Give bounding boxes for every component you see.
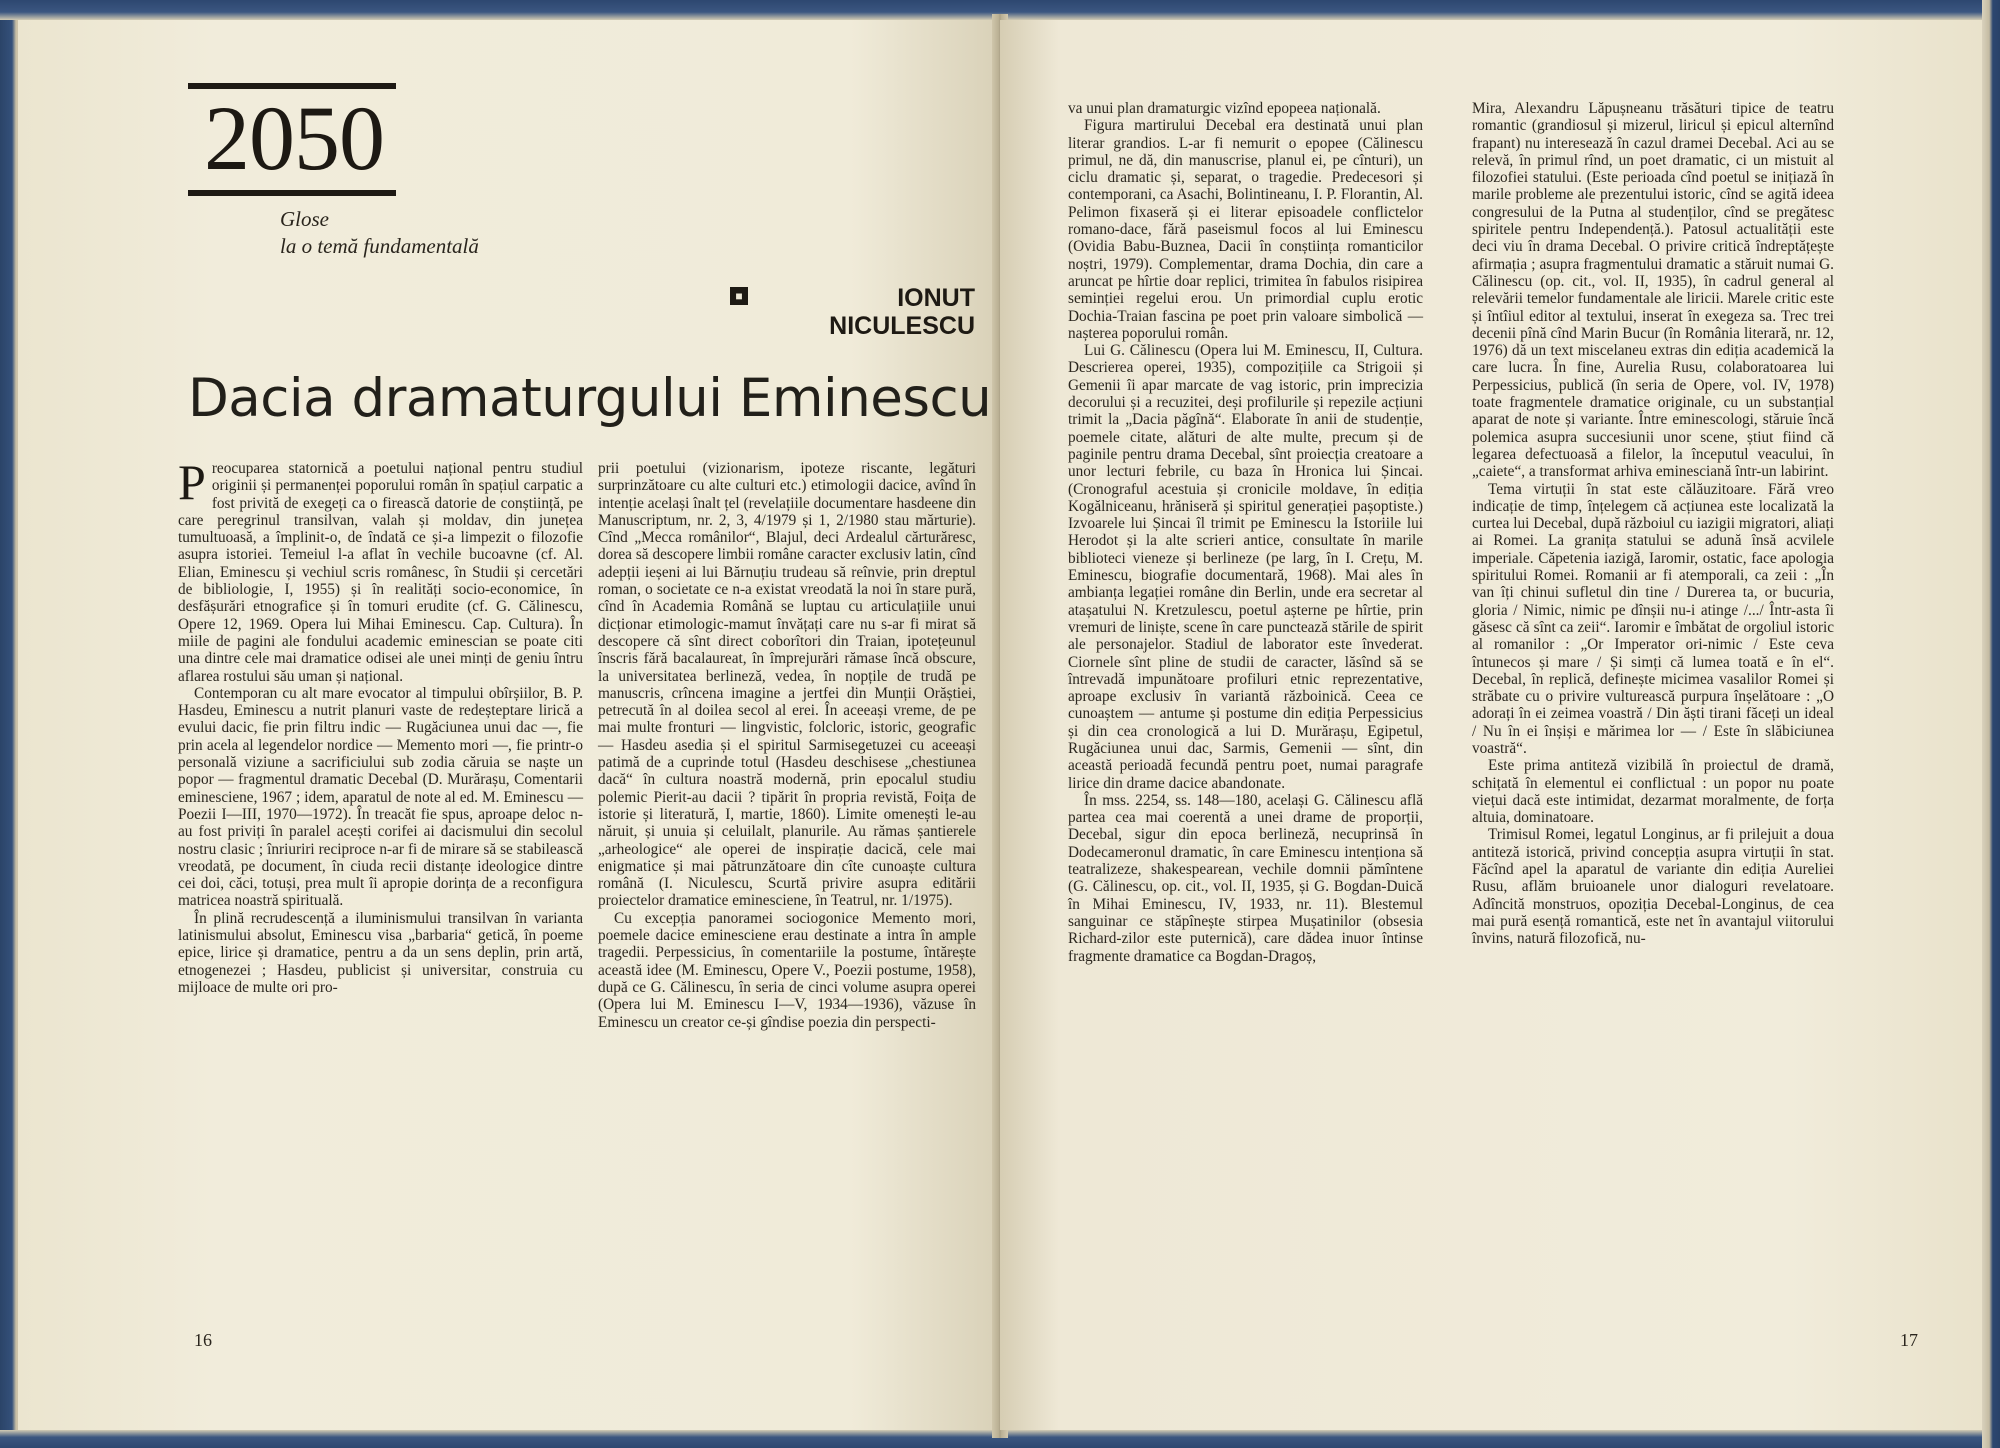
left-page	[18, 20, 998, 1430]
paragraph: Figura martirului Decebal era destinată unui plan literar grandios. L-ar fi nemurit o epopee (Călinescu primul, ne dă, din manuscrise, planul ei, pe cînturi), un ciclu dramatic și, separat, o tragedie. Predecesori și contemporani, ca Asachi, Bolintineanu, I. P. Florantin, Al. Pelimon fixaseră și ei literar episoadele conflictelor romano-dace, fără paseismul focos al lui Eminescu (Ovidia Babu-Buznea, Dacii în conștiința romanticilor noștri, 1979). Complementar, drama Dochia, din care a aruncat pe hîrtie doar replici, trimitea în fabulos risipirea seminției regelui erou. Un primordial cuplu erotic Dochia-Traian fascina pe poet prin valoare simbolică — nașterea poporului român.	[1068, 117, 1423, 342]
series-subtitle	[280, 206, 540, 260]
text-column-1	[178, 454, 583, 996]
article-title: Dacia dramaturgului Eminescu	[188, 368, 992, 429]
paragraph: Lui G. Călinescu (Opera lui M. Eminescu, II, Cultura. Descrierea operei, 1935), compozițiile ca Strigoii și Gemenii îi apar marcate de vag istoric, prin imprecizia decorului și a recuzitei, deși profilurile și repezile acțiuni trimit la „Dacia păgînă“. Elaborate în anii de studenție, poemele citate, alături de alte multe, precum și de paginile pentru drama Decebal, sînt proiecția creatoare a unor lecturi febrile, cu baza în Hronica lui Șincai. (Cronograful acestuia și cronicile moldave, în ediția Kogălniceanu, hrăniseră și spiritul generației pașoptiste.) Izvoarele lui Șincai îl trimit pe Eminescu la Istoriile lui Herodot și la alte scrieri antice, consultate în marile biblioteci vieneze și berlineze (pe larg, în I. Crețu, M. Eminescu, biografie documentară, 1968). Mai ales în ambianța legației române din Berlin, unde era secretar al atașatului N. Kretzulescu, poetul așterne pe hîrtie, prin vremuri de liniște, scene în care punctează stările de spirit ale personajelor. Stadiul de laborator este învederat. Ciornele sînt pline de studii de caracter, lăsînd să se întrevadă impunătoare profiluri etnic reprezentative, aproape exclusiv în variantă războinică. Ceea ce cunoaștem — antume și postume din ediția Perpessicius și din cea cronologică a lui D. Murărașu, Egipetul, Rugăciunea unui dac, Sarmis, Gemenii — sînt, din această perioadă fecundă pentru poet, numai paragrafe lirice din drame dacice abandonate.	[1068, 342, 1423, 792]
year-rule-bottom	[188, 190, 396, 196]
author-last-name: NICULESCU	[829, 312, 975, 340]
text-column-2	[598, 460, 976, 1031]
text-column-3	[1068, 100, 1423, 965]
paragraph-text: reocuparea statornică a poetului național pentru studiul originii și permanenței poporului român în spațiul carpatic a fost privită de exegeți ca o firească datorie de conștiință, pe care peregrinul transilvan, valah și moldav, din junețea tumultuoasă, a împlinit-o, de îndată ce și-a limpezit o filozofie asupra istoriei. Temeiul l-a aflat în vechile bucoavne (cf. Al. Elian, Eminescu și vechiul scris românesc, în Studii și cercetări de bibliologie, I, 1955) și în realități socio-economice, în desfășurări etnografice și în tomuri erudite (cf. G. Călinescu, Opere 12, 1969. Opera lui Mihai Eminescu. Cap. Cultura). În miile de pagini ale fondului academic eminescian se poate citi una dintre cele mai dramatice odisei ale unei minți de geniu întru aflarea rostului său uman și național.	[178, 460, 583, 685]
paragraph: prii poetului (vizionarism, ipoteze riscante, legături surprinzătoare cu alte culturi etc.) etimologii dacice, avînd în intenție același înalt țel (revelațiile documentare hasdeene din Manuscriptum, nr. 2, 3, 4/1979 și 1, 2/1980 stau mărturie). Cînd „Mecca românilor“, Blajul, deci Ardealul cărturăresc, dorea să descopere limbii române caracter exclusiv latin, cînd adepții ieșeni ai lui Bărnuțiu trudeau să reînvie, prin dreptul roman, o societate ce n-a existat vreodată la noi în stare pură, cînd în Academia Română se luptau cu articulațiile unui dicționar etimologic-mamut învățați care nu s-ar fi mirat să descopere că sînt direct coborîtori din Traian, ipotețeunul înscris fără bacalaureat, în împrejurări rămase încă obscure, la universitatea berlineză, vedea, în nopțile de trudă pe manuscris, crîncena imagine a jertfei din Munții Orăștiei, petrecută în al doilea secol al erei. În aceeași vreme, de pe mai multe fronturi — lingvistic, folcloric, istoric, geografic — Hasdeu asedia și el spiritul Sarmisegetuzei cu aceeași patimă de a cuprinde totul (Hasdeu deschisese „chestiunea dacă“ în cultura noastră modernă, prin epocalul studiu polemic Pierit-au dacii ? tipărit în propria revistă, Foița de istorie și literatură, I, martie, 1860). Limite omenești le-au năruit, și unuia și celuilalt, planurile. Au rămas șantierele „arheologice“ ale operei de inspirație dacică, cele mai enigmatice și mai pătrunzătoare din cîte cunoaște cultura română (I. Niculescu, Scurtă privire asupra editării proiectelor dramatice eminesciene, în Teatrul, nr. 1/1975).	[598, 460, 976, 910]
paragraph: Tema virtuții în stat este călăuzitoare. Fără vreo indicație de timp, înțelegem că acțiunea este localizată la curtea lui Decebal, după războiul cu iazigii migratori, aliați ai Romei. La granița statului se adună însă acvilele imperiale. Căpetenia iazigă, Iaromir, ostatic, face apologia spiritului Romei. Romanii ar fi atemporali, ca zeii : „În van îți chinui sufletul din tine / Durerea ta, or bucuria, gloria / Nimic, nimic pe dînșii nu-i atinge /.../ Într-asta îi găsesc că sînt ca zeii“. Iaromir e îmbătat de orgoliul istoric al romanilor : „Or Imperator ori-nimic / Este ceva întunecos și mare / Și simți că lumea toată e în el“. Decebal, în replică, definește micimea vasalilor Romei și străbate cu o privire vulturească purpura înșelătoare : „O adorați în ei zeimea voastră / Din ăști tirani făceți un ideal / Nu în ei înșiși e mărimea lor — / Este în slăbiciunea voastră“.	[1472, 480, 1834, 757]
paragraph: Cu excepția panoramei sociogonice Memento mori, poemele dacice eminesciene erau destinate a intra în ample tragedii. Perpessicius, în comentariile la postume, întărește această idee (M. Eminescu, Opere V., Poezii postume, 1958), după ce G. Călinescu, în seria de cinci volume asupra operei (Opera lui M. Eminescu I—V, 1934—1936), văzuse în Eminescu un creator ce-și gîndise poezia din perspecti-	[598, 909, 976, 1031]
series-year: 2050	[204, 87, 384, 189]
paragraph	[178, 454, 583, 685]
paragraph: În plină recrudescență a iluminismului transilvan în varianta latinismului absolut, Eminescu visa „barbaria“ getică, în poeme epice, lirice și dramatice, pentru a da un sens deplin, prin artă, etnogenezei ; Hasdeu, publicist și universitar, construia cu mijloace de multe ori pro-	[178, 909, 583, 996]
paragraph: În mss. 2254, ss. 148—180, același G. Călinescu află partea cea mai coerentă a unei drame de proporții, Decebal, sigur din epoca berlineză, necuprinsă în Dodecameronul dramatic, în care Eminescu intenționa să teatralizeze, shakespearean, vechile domnii pămîntene (G. Călinescu, op. cit., vol. II, 1935, și G. Bogdan-Duică în Mihai Eminescu, IV, 1933, nr. 11). Blestemul sanguinar ce stăpînește stirpea Mușatinilor (obsesia Richard-zilor este puternică), care dădea inuor întinse fragmente dramatice ca Bogdan-Dragoș,	[1068, 791, 1423, 965]
drop-cap: P	[178, 454, 206, 510]
paragraph: Trimisul Romei, legatul Longinus, ar fi prilejuit a doua antiteză istorică, privind concepția asupra virtuții în stat. Făcînd apel la aparatul de variante din ediția Aureliei Rusu, aflăm bruioanele unor dialoguri revelatoare. Adîncită monstruos, opoziția Decebal-Longinus, de cea mai pură esență romantică, este net în avantajul viitorului învins, natură filozofică, nu-	[1472, 826, 1834, 948]
paragraph: Mira, Alexandru Lăpușneanu trăsături tipice de teatru romantic (grandiosul și mizerul, liricul și epicul alternînd frapant) nu interesează în cazul dramei Decebal. Aci au se relevă, în primul rînd, un poet dramatic, ci un mistuit al filozofiei statului. (Este perioada cînd poetul se inițiază în marile probleme ale prezentului istoric, cînd se agită ideea congresului de la Putna al studenților, cînd se pregătesc spiritele pentru Independență.). Patosul actualității este deci viu în drama Decebal. O privire critică îndreptățește afirmația ; asupra fragmentului dramatic a stăruit numai G. Călinescu (op. cit., vol. II, 1935), în cadrul general al relevării temelor fundamentale ale liricii. Marele critic este și întîiul editor al textului, inserat în exegeza sa. Trec trei decenii pînă cînd Marin Bucur (în România literară, nr. 12, 1976) dă un text miscelaneu extras din ediția academică la care lucra. În fine, Aurelia Rusu, colaboratoarea lui Perpessicius, publică (în seria de Opere, vol. IV, 1978) toate fragmentele dramatice originale, cu un substanțial aparat de note și variante. Între eminescologi, stăruie încă polemica asupra succesiunii unor scene, știut fiind că legarea defectuoasă a filelor, la începutul veacului, în „caiete“, a transformat arhiva eminesciană într-un labirint.	[1472, 100, 1834, 481]
author-first-name: IONUT	[897, 284, 975, 312]
text-column-4	[1472, 100, 1834, 948]
article-author	[730, 284, 975, 340]
paragraph: va unui plan dramaturgic vizînd epopeea națională.	[1068, 100, 1381, 117]
subtitle-line-2: la o temă fundamentală	[280, 234, 479, 258]
paragraph: Este prima antiteză vizibilă în proiectul de dramă, schițată în elementul ei conflictual : un popor nu poate viețui dacă este intimidat, dezarmat moralmente, de forța altuia, dominatoare.	[1472, 757, 1834, 827]
page-number-right: 17	[1900, 1330, 1918, 1350]
paragraph: Contemporan cu alt mare evocator al timpului obîrșiilor, B. P. Hasdeu, Eminescu a nutrit planuri vaste de redeșteptare lirică a evului dacic, fie prin filtru indic — Rugăciunea unui dac —, fie prin acela al legendelor nordice — Memento mori —, fie printr-o personală viziune a sacrificiului sub zodia căruia se naște un popor — fragmentul dramatic Decebal (D. Murărașu, Comentarii eminesciene, 1967 ; idem, aparatul de note al ed. M. Eminescu — Poezii I—III, 1970—1972). În treacăt fie spus, aproape deloc n-au fost priviți în paralel acești corifei ai dacismului din secolul nostru clasic ; înriuriri reciproce n-ar fi de mirare să se stabilească vreodată, pe document, în ciuda recii distanțe ideologice dintre cei doi, căci, totuși, prea mult îi apropie dorința de a reconfigura matricea noastră spirituală.	[178, 684, 583, 910]
book-edge-right	[1982, 0, 2000, 1448]
page-number-left: 16	[194, 1330, 212, 1350]
author-square-icon: ■	[730, 287, 748, 305]
subtitle-line-1: Glose	[280, 207, 329, 231]
right-page	[1000, 20, 1982, 1430]
